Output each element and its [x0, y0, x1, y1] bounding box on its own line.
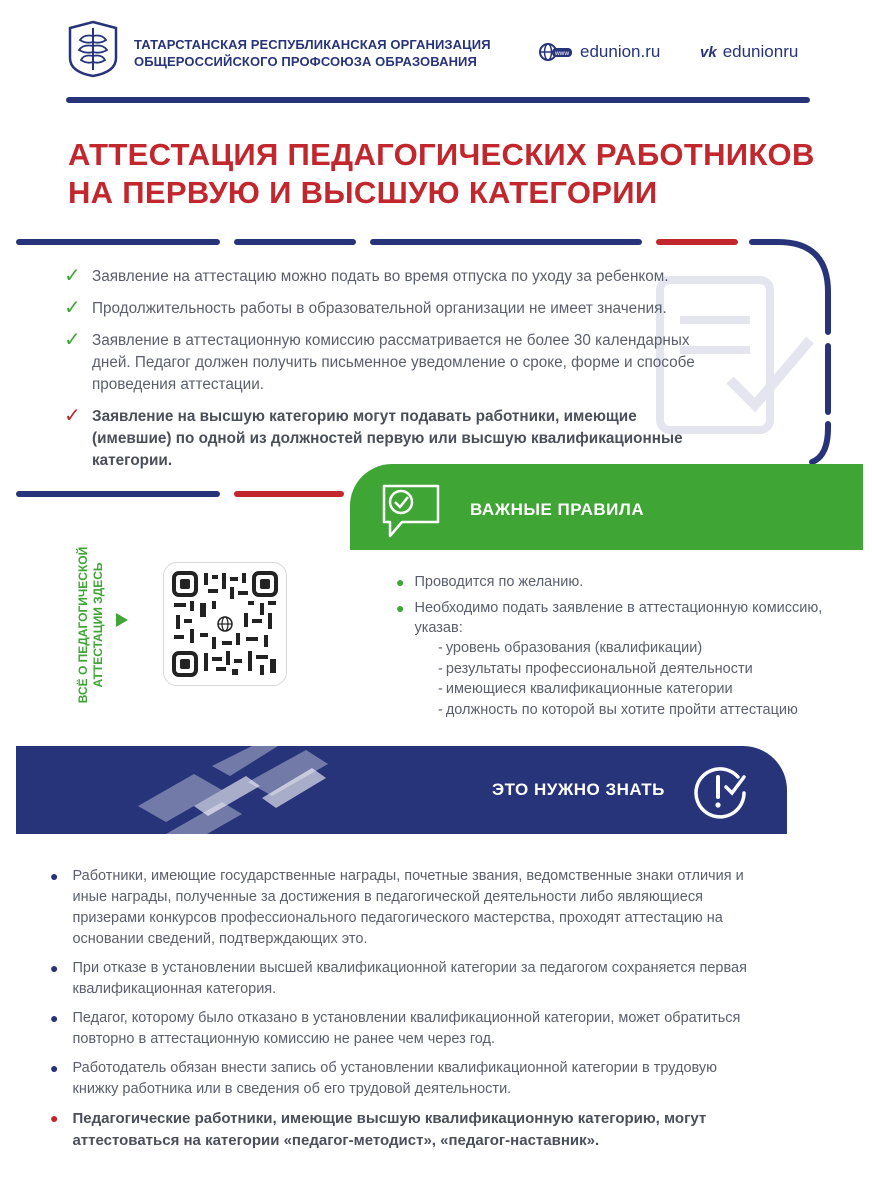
- chat-check-icon: [380, 482, 442, 540]
- rules-sublist: [438, 638, 836, 720]
- rules-heading: ВАЖНЫЕ ПРАВИЛА: [470, 500, 645, 519]
- ribbon-decoration: [16, 746, 787, 834]
- bullet-icon: ●: [50, 1110, 59, 1126]
- organization-name: [134, 36, 491, 70]
- bullet-icon: ●: [50, 1010, 59, 1026]
- sub-item: - уровень образования (квалификации): [438, 640, 703, 656]
- check-icon: ✓: [64, 405, 81, 427]
- www-label: www: [554, 50, 570, 57]
- list-item: ● Необходимо подать заявление в аттестационную комиссию, указав:: [396, 600, 823, 636]
- list-item: ● Педагогические работники, имеющие высшую квалификационную категорию, могут аттестоваться на категории «педагог-методист», «педагог-наставник».: [50, 1108, 750, 1152]
- sub-item: - должность по которой вы хотите пройти аттестацию: [438, 701, 798, 718]
- list-item: ● При отказе в установлении высшей квалификационной категории за педагогом сохраняется первая квалификационная категория.: [50, 958, 750, 1000]
- check-icon: ✓: [64, 265, 81, 287]
- title-line-2: НА ПЕРВУЮ И ВЫСШУЮ КАТЕГОРИИ: [68, 175, 658, 210]
- bullet-icon: ●: [50, 868, 59, 884]
- bullet-icon: ●: [396, 600, 405, 616]
- list-item: ● Педагог, которому было отказано в установлении квалификационной категории, может обратиться повторно в аттестационную комиссию не ранее чем через год.: [50, 1008, 750, 1050]
- exclamation-clock-icon: [692, 763, 748, 819]
- vk-icon: vk: [700, 43, 717, 61]
- qr-caption-line-1: ВСЁ О ПЕДАГОГИЧЕСКОЙ: [76, 546, 90, 704]
- list-item: ✓ Продолжительность работы в образовательной организации не имеет значения.: [64, 297, 667, 319]
- page-title: [68, 136, 815, 212]
- bullet-icon: ●: [50, 1060, 59, 1076]
- vk-link[interactable]: [700, 42, 798, 62]
- qr-code[interactable]: [163, 562, 287, 686]
- list-item: ✓ Заявление в аттестационную комиссию рассматривается не более 30 календарных дней. Педагог должен получить письменное уведомление о сроке, форме и способе проведения аттестации.: [64, 330, 704, 396]
- list-item: ● Работодатель обязан внести запись об установлении квалификационной категории в трудовую книжку работника или в сведения об его трудовой деятельности.: [50, 1058, 750, 1100]
- bullet-icon: ●: [50, 960, 59, 976]
- qr-code-icon: [164, 563, 286, 685]
- website-link[interactable]: [538, 42, 660, 62]
- qr-caption-line-2: АТТЕСТАЦИИ ЗДЕСЬ: [91, 562, 105, 688]
- know-banner: [16, 746, 787, 834]
- org-line-1: ТАТАРСТАНСКАЯ РЕСПУБЛИКАНСКАЯ ОРГАНИЗАЦИЯ: [134, 37, 491, 52]
- sub-item: - имеющиеся квалификационные категории: [438, 681, 733, 697]
- website-text: edunion.ru: [580, 42, 661, 61]
- header-divider: [66, 97, 810, 103]
- divider-segment: [370, 239, 642, 245]
- know-list: [50, 866, 750, 1160]
- globe-icon: [538, 42, 574, 62]
- divider-segment: [656, 239, 738, 245]
- rules-list: [396, 572, 836, 720]
- check-icon: ✓: [64, 329, 81, 351]
- title-line-1: АТТЕСТАЦИЯ ПЕДАГОГИЧЕСКИХ РАБОТНИКОВ: [68, 137, 815, 172]
- list-item: ✓ Заявление на аттестацию можно подать во время отпуска по уходу за ребенком.: [64, 265, 669, 287]
- list-item: ✓ Заявление на высшую категорию могут подавать работники, имеющие (имевшие) по одной из должностей первую или высшую квалификационные категории.: [64, 406, 704, 472]
- bullet-icon: ●: [396, 574, 405, 590]
- divider-segment: [16, 239, 220, 245]
- list-item: ● Проводится по желанию.: [396, 574, 584, 590]
- divider-segment: [234, 239, 356, 245]
- list-item: ● Работники, имеющие государственные награды, почетные звания, ведомственные знаки отличия и иные награды, полученные за достижения в педагогической деятельности либо являющиеся призерами конкурсов профессионального педагогического мастерства, проходят аттестацию на основании сведений, подтверждающих это.: [50, 866, 750, 950]
- org-line-2: ОБЩЕРОССИЙСКОГО ПРОФСОЮЗА ОБРАЗОВАНИЯ: [134, 54, 477, 69]
- union-logo-icon: [66, 18, 120, 78]
- divider-segment: [234, 491, 344, 497]
- checklist: [64, 266, 704, 482]
- arrow-right-icon: [116, 613, 128, 627]
- check-icon: ✓: [64, 297, 81, 319]
- sub-item: - результаты профессиональной деятельности: [438, 660, 753, 677]
- qr-caption: [76, 545, 114, 705]
- divider-segment: [16, 491, 220, 497]
- vk-text: edunionru: [722, 42, 799, 61]
- know-heading: ЭТО НУЖНО ЗНАТЬ: [492, 780, 665, 799]
